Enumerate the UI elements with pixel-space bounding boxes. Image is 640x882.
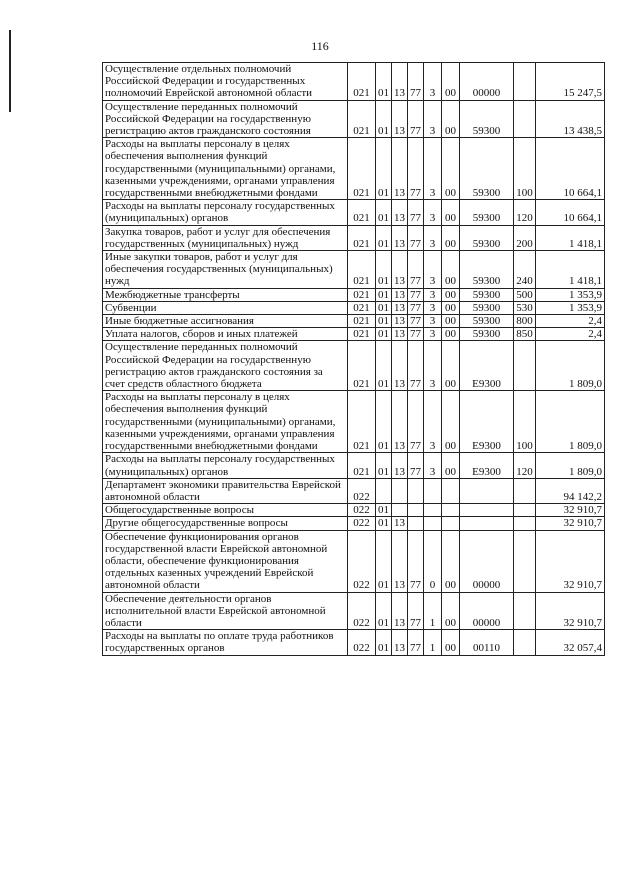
row-subsection-cell: 13 [392,391,408,453]
row-amount-cell: 1 418,1 [536,251,605,289]
row-name-cell: Обеспечение функционирования органов государственной власти Еврейской автономной области, обеспечение функционирования отдельных казенных учреждений Еврейской автономной области [103,530,348,592]
row-name-cell: Расходы на выплаты персоналу в целях обеспечения выполнения функций государственными (муниципальными) органами, казенными учреждениями, органами управления государственными внебюджетными фондами [103,138,348,200]
row-expense-type-cell: 120 [514,200,536,225]
row-subprogram-cell: 3 [424,288,442,301]
row-event-cell [442,517,460,530]
row-event-cell: 00 [442,225,460,250]
row-program-cell: 77 [408,301,424,314]
row-section-cell: 01 [376,517,392,530]
row-event-cell: 00 [442,251,460,289]
row-amount-cell: 94 142,2 [536,478,605,503]
row-program-cell: 77 [408,328,424,341]
table-row [103,517,605,530]
row-event-cell: 00 [442,453,460,478]
row-subprogram-cell: 3 [424,200,442,225]
row-name-cell: Иные бюджетные ассигнования [103,315,348,328]
row-expense-type-cell: 100 [514,391,536,453]
row-subsection-cell: 13 [392,530,408,592]
row-program-cell: 77 [408,530,424,592]
row-expense-type-cell [514,63,536,101]
row-section-cell: 01 [376,225,392,250]
row-event-cell: 00 [442,301,460,314]
row-section-cell: 01 [376,453,392,478]
row-expense-type-cell [514,341,536,391]
row-subsection-cell: 13 [392,328,408,341]
row-event-cell: 00 [442,328,460,341]
row-subprogram-cell: 3 [424,453,442,478]
row-amount-cell: 1 353,9 [536,288,605,301]
row-section-cell [376,478,392,503]
row-program-cell: 77 [408,251,424,289]
row-section-cell: 01 [376,251,392,289]
row-amount-cell: 1 809,0 [536,391,605,453]
row-ministry-code-cell: 021 [348,288,376,301]
row-expense-type-cell: 100 [514,138,536,200]
row-direction-cell [460,504,514,517]
row-subprogram-cell: 3 [424,301,442,314]
row-amount-cell: 10 664,1 [536,200,605,225]
row-section-cell: 01 [376,328,392,341]
table-row [103,315,605,328]
row-ministry-code-cell: 022 [348,517,376,530]
row-amount-cell: 1 353,9 [536,301,605,314]
row-direction-cell: 00000 [460,63,514,101]
row-subprogram-cell: 3 [424,251,442,289]
row-subsection-cell: 13 [392,200,408,225]
row-ministry-code-cell: 022 [348,630,376,655]
row-amount-cell: 32 057,4 [536,630,605,655]
row-expense-type-cell [514,592,536,630]
row-event-cell: 00 [442,592,460,630]
row-program-cell: 77 [408,453,424,478]
row-ministry-code-cell: 022 [348,592,376,630]
table-row [103,341,605,391]
row-expense-type-cell: 500 [514,288,536,301]
row-section-cell: 01 [376,592,392,630]
row-ministry-code-cell: 021 [348,225,376,250]
row-ministry-code-cell: 021 [348,341,376,391]
row-program-cell: 77 [408,100,424,138]
page-number: 116 [311,39,329,53]
row-subsection-cell: 13 [392,251,408,289]
row-program-cell: 77 [408,288,424,301]
row-section-cell: 01 [376,63,392,101]
row-ministry-code-cell: 021 [348,453,376,478]
row-event-cell: 00 [442,530,460,592]
row-direction-cell: 59300 [460,225,514,250]
row-section-cell: 01 [376,288,392,301]
table-row [103,391,605,453]
row-direction-cell: 59300 [460,288,514,301]
row-subprogram-cell: 1 [424,592,442,630]
row-program-cell: 77 [408,225,424,250]
row-program-cell: 77 [408,138,424,200]
budget-table [102,62,605,656]
row-section-cell: 01 [376,530,392,592]
row-name-cell: Расходы на выплаты персоналу государственных (муниципальных) органов [103,200,348,225]
row-section-cell: 01 [376,341,392,391]
row-expense-type-cell [514,100,536,138]
row-ministry-code-cell: 021 [348,328,376,341]
row-program-cell [408,517,424,530]
row-ministry-code-cell: 022 [348,530,376,592]
row-event-cell: 00 [442,138,460,200]
row-subsection-cell: 13 [392,225,408,250]
budget-table-body [103,63,605,656]
row-subprogram-cell: 3 [424,315,442,328]
row-name-cell: Другие общегосударственные вопросы [103,517,348,530]
row-amount-cell: 10 664,1 [536,138,605,200]
row-amount-cell: 13 438,5 [536,100,605,138]
row-subsection-cell: 13 [392,630,408,655]
row-event-cell: 00 [442,341,460,391]
row-direction-cell: E9300 [460,391,514,453]
row-subprogram-cell: 3 [424,341,442,391]
row-subsection-cell: 13 [392,517,408,530]
row-subprogram-cell: 3 [424,63,442,101]
row-subprogram-cell [424,478,442,503]
row-subprogram-cell: 3 [424,100,442,138]
row-name-cell: Иные закупки товаров, работ и услуг для обеспечения государственных (муниципальных) нужд [103,251,348,289]
row-name-cell: Субвенции [103,301,348,314]
row-expense-type-cell [514,530,536,592]
row-event-cell: 00 [442,391,460,453]
row-event-cell: 00 [442,200,460,225]
row-direction-cell: E9300 [460,341,514,391]
table-row [103,200,605,225]
table-row [103,530,605,592]
row-program-cell: 77 [408,391,424,453]
row-subprogram-cell [424,504,442,517]
row-section-cell: 01 [376,138,392,200]
row-ministry-code-cell: 021 [348,391,376,453]
row-direction-cell: 59300 [460,100,514,138]
row-expense-type-cell [514,504,536,517]
row-name-cell: Осуществление отдельных полномочий Российской Федерации и государственных полномочий Еврейской автономной области [103,63,348,101]
row-name-cell: Расходы на выплаты по оплате труда работников государственных органов [103,630,348,655]
row-program-cell: 77 [408,63,424,101]
row-ministry-code-cell: 021 [348,63,376,101]
row-ministry-code-cell: 021 [348,315,376,328]
row-name-cell: Департамент экономики правительства Еврейской автономной области [103,478,348,503]
row-direction-cell: 59300 [460,138,514,200]
row-name-cell: Осуществление переданных полномочий Российской Федерации на государственную регистрацию актов гражданского состояния [103,100,348,138]
row-amount-cell: 32 910,7 [536,530,605,592]
row-section-cell: 01 [376,504,392,517]
row-section-cell: 01 [376,100,392,138]
row-amount-cell: 2,4 [536,328,605,341]
row-subprogram-cell: 0 [424,530,442,592]
row-direction-cell [460,517,514,530]
row-event-cell: 00 [442,63,460,101]
row-amount-cell: 15 247,5 [536,63,605,101]
row-amount-cell: 2,4 [536,315,605,328]
table-row [103,225,605,250]
row-event-cell [442,504,460,517]
row-name-cell: Осуществление переданных полномочий Российской Федерации на государственную регистрацию актов гражданского состояния за счет средств областного бюджета [103,341,348,391]
row-expense-type-cell [514,630,536,655]
row-direction-cell: 00000 [460,592,514,630]
row-section-cell: 01 [376,200,392,225]
row-amount-cell: 32 910,7 [536,592,605,630]
row-direction-cell: 59300 [460,200,514,225]
table-row [103,251,605,289]
row-ministry-code-cell: 021 [348,100,376,138]
table-row [103,100,605,138]
row-subprogram-cell: 3 [424,225,442,250]
row-name-cell: Уплата налогов, сборов и иных платежей [103,328,348,341]
row-name-cell: Закупка товаров, работ и услуг для обеспечения государственных (муниципальных) нужд [103,225,348,250]
row-expense-type-cell: 800 [514,315,536,328]
row-expense-type-cell: 120 [514,453,536,478]
row-event-cell: 00 [442,288,460,301]
row-amount-cell: 1 809,0 [536,341,605,391]
row-direction-cell [460,478,514,503]
table-row [103,478,605,503]
table-row [103,592,605,630]
row-subprogram-cell: 3 [424,328,442,341]
row-direction-cell: 59300 [460,315,514,328]
row-event-cell: 00 [442,630,460,655]
row-section-cell: 01 [376,301,392,314]
row-direction-cell: 00000 [460,530,514,592]
row-expense-type-cell: 530 [514,301,536,314]
row-subsection-cell [392,478,408,503]
row-subsection-cell: 13 [392,301,408,314]
row-name-cell: Расходы на выплаты персоналу государственных (муниципальных) органов [103,453,348,478]
row-program-cell: 77 [408,315,424,328]
row-section-cell: 01 [376,315,392,328]
row-program-cell: 77 [408,341,424,391]
row-event-cell [442,478,460,503]
table-row [103,453,605,478]
row-amount-cell: 32 910,7 [536,517,605,530]
row-program-cell [408,478,424,503]
row-program-cell: 77 [408,200,424,225]
row-subsection-cell [392,504,408,517]
row-direction-cell: 59300 [460,328,514,341]
row-ministry-code-cell: 022 [348,478,376,503]
table-row [103,630,605,655]
row-subprogram-cell: 3 [424,391,442,453]
row-event-cell: 00 [442,100,460,138]
row-subsection-cell: 13 [392,341,408,391]
row-subsection-cell: 13 [392,288,408,301]
row-event-cell: 00 [442,315,460,328]
row-expense-type-cell [514,478,536,503]
row-ministry-code-cell: 021 [348,200,376,225]
row-program-cell: 77 [408,592,424,630]
row-subprogram-cell [424,517,442,530]
row-amount-cell: 32 910,7 [536,504,605,517]
row-ministry-code-cell: 021 [348,301,376,314]
row-program-cell [408,504,424,517]
row-name-cell: Общегосударственные вопросы [103,504,348,517]
row-subprogram-cell: 3 [424,138,442,200]
row-name-cell: Межбюджетные трансферты [103,288,348,301]
row-program-cell: 77 [408,630,424,655]
row-subsection-cell: 13 [392,592,408,630]
row-direction-cell: E9300 [460,453,514,478]
row-subprogram-cell: 1 [424,630,442,655]
row-amount-cell: 1 418,1 [536,225,605,250]
row-name-cell: Обеспечение деятельности органов исполнительной власти Еврейской автономной области [103,592,348,630]
row-amount-cell: 1 809,0 [536,453,605,478]
table-row [103,328,605,341]
table-row [103,138,605,200]
row-subsection-cell: 13 [392,63,408,101]
row-direction-cell: 59300 [460,251,514,289]
row-expense-type-cell: 240 [514,251,536,289]
row-subsection-cell: 13 [392,100,408,138]
row-subsection-cell: 13 [392,315,408,328]
row-name-cell: Расходы на выплаты персоналу в целях обеспечения выполнения функций государственными (муниципальными) органами, казенными учреждениями, органами управления государственными внебюджетными фондами [103,391,348,453]
row-ministry-code-cell: 021 [348,138,376,200]
row-expense-type-cell: 200 [514,225,536,250]
row-subsection-cell: 13 [392,453,408,478]
row-section-cell: 01 [376,630,392,655]
row-direction-cell: 00110 [460,630,514,655]
row-subsection-cell: 13 [392,138,408,200]
table-row [103,504,605,517]
row-expense-type-cell [514,517,536,530]
table-row [103,63,605,101]
row-expense-type-cell: 850 [514,328,536,341]
row-ministry-code-cell: 022 [348,504,376,517]
table-row [103,301,605,314]
table-row [103,288,605,301]
row-ministry-code-cell: 021 [348,251,376,289]
row-direction-cell: 59300 [460,301,514,314]
row-section-cell: 01 [376,391,392,453]
